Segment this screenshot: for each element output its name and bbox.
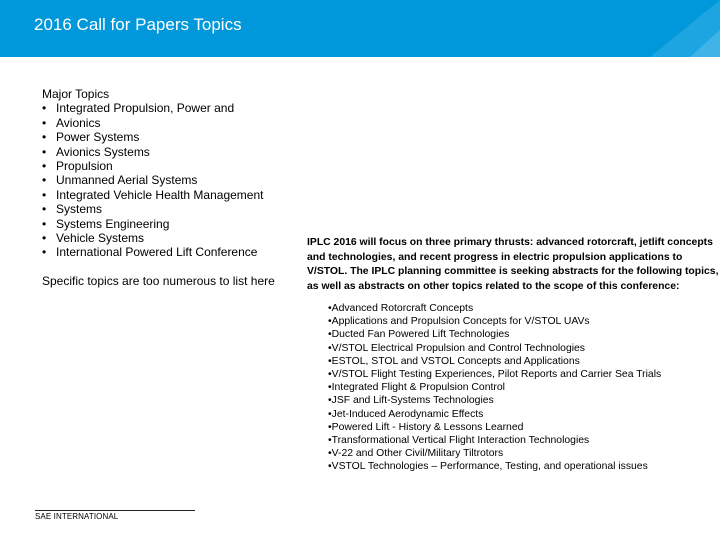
specific-topics-note: Specific topics are too numerous to list here [42,274,275,288]
iplc-intro-paragraph: IPLC 2016 will focus on three primary thrusts: advanced rotorcraft, jetlift concepts and technologies, and recent progress in electric propulsion applications to V/STOL. The IPLC planning committee is seeking abstracts for the following topics, as well as abstracts on other topics related to the scope of this conference: [307,237,719,293]
list-item: •Transformational Vertical Flight Interaction Technologies [328,434,590,446]
list-item: •V-22 and Other Civil/Military Tiltrotors [328,448,504,460]
list-item: •Integrated Flight & Propulsion Control [328,382,505,394]
footer-label: SAE INTERNATIONAL [35,510,195,521]
list-item: •V/STOL Flight Testing Experiences, Pilot Reports and Carrier Sea Trials [328,368,662,380]
list-item: • Power Systems [42,130,140,145]
list-item: •V/STOL Electrical Propulsion and Control Technologies [328,342,585,354]
list-item: •Ducted Fan Powered Lift Technologies [328,329,510,341]
list-item: •Advanced Rotorcraft Concepts [328,303,474,314]
page-title: 2016 Call for Papers Topics [34,15,242,34]
list-item: •JSF and Lift-Systems Technologies [328,395,494,407]
list-item: •Applications and Propulsion Concepts for V/STOL UAVs [328,316,590,328]
major-topics-list [42,101,263,259]
list-item: • Systems [42,202,103,217]
list-item: • Propulsion [42,158,113,173]
list-item: •Jet-Induced Aerodynamic Effects [328,408,484,420]
title-bar [0,0,720,57]
list-item: • Integrated Vehicle Health Management [42,187,264,202]
list-item: • Avionics Systems [42,144,150,159]
list-item: •ESTOL, STOL and VSTOL Concepts and Applications [328,355,580,367]
list-item: •VSTOL Technologies – Performance, Testing, and operational issues [328,461,648,473]
major-topics-section [42,87,263,260]
list-item: • Unmanned Aerial Systems [42,173,198,188]
list-item: • International Powered Lift Conference [42,245,258,260]
major-topics-heading: Major Topics [42,87,110,101]
list-item: • Integrated Propulsion, Power and [42,101,235,116]
list-item: •Powered Lift - History & Lessons Learned [328,421,524,433]
iplc-topics-list [328,302,661,473]
list-item: • Avionics [42,115,101,130]
list-item: • Systems Engineering [42,216,170,231]
list-item: • Vehicle Systems [42,230,145,245]
